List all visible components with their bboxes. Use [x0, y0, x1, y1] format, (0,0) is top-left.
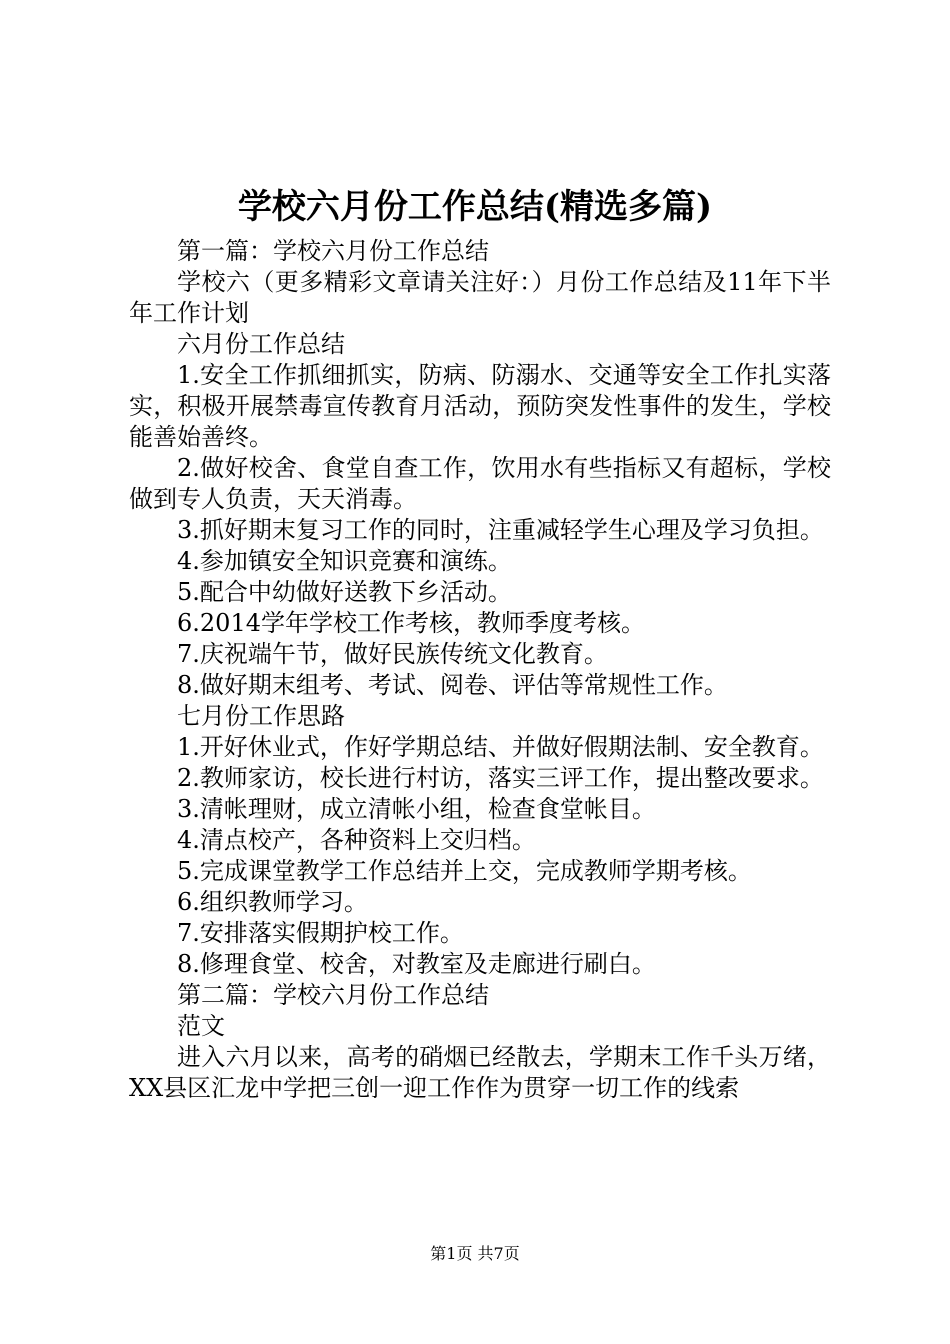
subsection-heading: 七月份工作思路	[177, 702, 345, 730]
list-item: 4.参加镇安全知识竞赛和演练。	[177, 547, 512, 575]
subsection-heading: 范文	[177, 1012, 225, 1040]
list-item: 8.做好期末组考、考试、阅卷、评估等常规性工作。	[177, 671, 728, 699]
list-item: 6.组织教师学习。	[177, 888, 368, 916]
list-item: 7.庆祝端午节，做好民族传统文化教育。	[177, 640, 608, 668]
list-item: 7.安排落实假期护校工作。	[177, 919, 464, 947]
document-body	[129, 236, 831, 1104]
page-footer: 第1页 共7页	[430, 1244, 520, 1263]
list-item: 5.配合中幼做好送教下乡活动。	[177, 578, 512, 606]
list-item: 8.修理食堂、校舍，对教室及走廊进行刷白。	[177, 950, 656, 978]
list-item: 1.安全工作抓细抓实，防病、防溺水、交通等安全工作扎实落实，积极开展禁毒宣传教育月活动，预防突发性事件的发生，学校能善始善终。	[129, 361, 831, 451]
list-item: 3.抓好期末复习工作的同时，注重减轻学生心理及学习负担。	[177, 516, 824, 544]
document-title: 学校六月份工作总结(精选多篇)	[237, 187, 713, 227]
list-item: 4.清点校产，各种资料上交归档。	[177, 826, 536, 854]
list-item: 5.完成课堂教学工作总结并上交，完成教师学期考核。	[177, 857, 752, 885]
subsection-heading: 六月份工作总结	[177, 330, 345, 358]
paragraph: 进入六月以来，高考的硝烟已经散去，学期末工作千头万绪，XX县区汇龙中学把三创一迎工作作为贯穿一切工作的线索	[129, 1043, 831, 1102]
list-item: 3.清帐理财，成立清帐小组，检查食堂帐目。	[177, 795, 656, 823]
section-heading: 第二篇：学校六月份工作总结	[177, 981, 489, 1009]
list-item: 2.教师家访，校长进行村访，落实三评工作，提出整改要求。	[177, 764, 824, 792]
section-heading: 第一篇：学校六月份工作总结	[177, 237, 489, 265]
paragraph: 学校六（更多精彩文章请关注好：）月份工作总结及11年下半年工作计划	[129, 268, 831, 327]
list-item: 6.2014学年学校工作考核，教师季度考核。	[177, 609, 645, 637]
list-item: 2.做好校舍、食堂自查工作，饮用水有些指标又有超标，学校做到专人负责，天天消毒。	[129, 454, 831, 513]
list-item: 1.开好休业式，作好学期总结、并做好假期法制、安全教育。	[177, 733, 824, 761]
